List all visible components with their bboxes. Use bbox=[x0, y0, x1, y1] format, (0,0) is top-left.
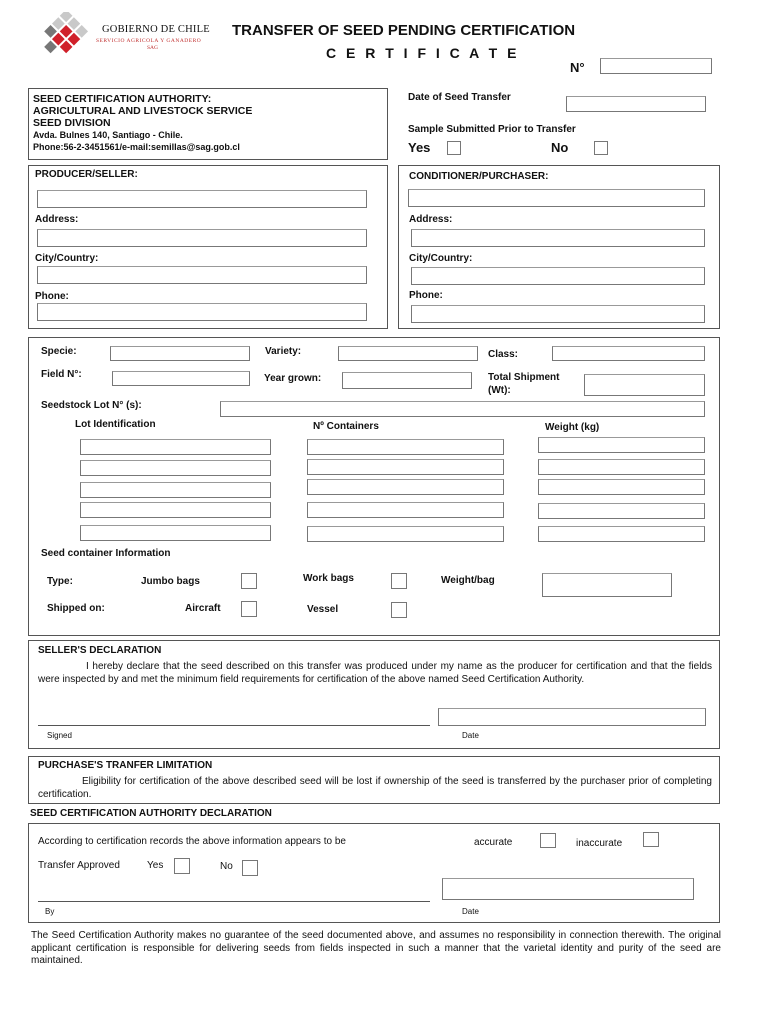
conditioner-title: CONDITIONER/PURCHASER: bbox=[409, 171, 549, 182]
approved-no-checkbox[interactable] bbox=[242, 860, 258, 876]
lot-id-field-1[interactable] bbox=[80, 439, 271, 455]
year-grown-label: Year grown: bbox=[264, 373, 322, 384]
page-subtitle: C E R T I F I C A T E bbox=[326, 45, 520, 61]
producer-name-field[interactable] bbox=[37, 190, 367, 208]
signed-line bbox=[38, 725, 430, 726]
sample-submitted-label: Sample Submitted Prior to Transfer bbox=[408, 124, 576, 135]
field-number-label: Field N°: bbox=[41, 369, 82, 380]
variety-label: Variety: bbox=[265, 346, 302, 357]
vessel-label: Vessel bbox=[307, 604, 339, 615]
seedstock-lot-field[interactable] bbox=[220, 401, 705, 417]
certificate-number-label: N° bbox=[570, 60, 585, 75]
accurate-checkbox[interactable] bbox=[540, 833, 556, 848]
weight-field-5[interactable] bbox=[538, 526, 705, 542]
seller-declaration-title: SELLER'S DECLARATION bbox=[38, 645, 162, 656]
weight-bag-label: Weight/bag bbox=[441, 575, 495, 586]
transfer-approved-label: Transfer Approved bbox=[38, 860, 120, 871]
aircraft-label: Aircraft bbox=[185, 603, 221, 614]
producer-address-field[interactable] bbox=[37, 229, 367, 247]
authority-line2: AGRICULTURAL AND LIVESTOCK SERVICE bbox=[33, 105, 253, 117]
lot-identification-header: Lot Identification bbox=[75, 419, 156, 430]
authority-address: Avda. Bulnes 140, Santiago - Chile. bbox=[33, 130, 183, 140]
field-number-field[interactable] bbox=[112, 371, 250, 386]
weight-field-2[interactable] bbox=[538, 459, 705, 475]
total-shipment-label-wt: (Wt): bbox=[488, 385, 511, 396]
producer-phone-label: Phone: bbox=[35, 291, 69, 302]
signed-label: Signed bbox=[47, 731, 72, 740]
total-shipment-label: Total Shipment bbox=[488, 372, 560, 383]
records-text: According to certification records the above information appears to be bbox=[38, 836, 346, 847]
authority-contact: Phone:56-2-3451561/e-mail:semillas@sag.gob.cl bbox=[33, 142, 240, 152]
seller-declaration-text: I hereby declare that the seed described on this transfer was produced under my name as the producer for certification and that the fields were inspected by and met the minimum field requirements for certification of the above named Seed Certification Authority. bbox=[38, 661, 712, 685]
conditioner-name-field[interactable] bbox=[408, 189, 705, 207]
date-of-transfer-field[interactable] bbox=[566, 96, 706, 112]
variety-field[interactable] bbox=[338, 346, 478, 361]
approved-yes-checkbox[interactable] bbox=[174, 858, 190, 874]
class-label: Class: bbox=[488, 349, 519, 360]
authority-line1: SEED CERTIFICATION AUTHORITY: bbox=[33, 93, 212, 105]
containers-field-5[interactable] bbox=[307, 526, 504, 542]
containers-field-2[interactable] bbox=[307, 459, 504, 475]
sample-yes-label: Yes bbox=[408, 140, 431, 155]
seller-declaration-box bbox=[28, 640, 720, 749]
producer-city-field[interactable] bbox=[37, 266, 367, 284]
vessel-checkbox[interactable] bbox=[391, 602, 407, 618]
logo-subtitle: SERVICIO AGRICOLA Y GANADERO bbox=[96, 38, 202, 44]
aircraft-checkbox[interactable] bbox=[241, 601, 257, 617]
date-of-transfer-label: Date of Seed Transfer bbox=[408, 92, 511, 103]
conditioner-city-field[interactable] bbox=[411, 267, 705, 285]
by-label: By bbox=[45, 907, 55, 916]
producer-phone-field[interactable] bbox=[37, 303, 367, 321]
by-line bbox=[38, 901, 430, 902]
seedstock-lot-label: Seedstock Lot N° (s): bbox=[41, 400, 142, 411]
containers-header: Nº Containers bbox=[313, 421, 379, 432]
sample-no-checkbox[interactable] bbox=[594, 141, 608, 155]
inaccurate-label: inaccurate bbox=[576, 838, 623, 849]
sag-logo bbox=[28, 12, 100, 62]
conditioner-address-field[interactable] bbox=[411, 229, 705, 247]
authority-date-field[interactable] bbox=[442, 878, 694, 900]
weight-header: Weight (kg) bbox=[545, 422, 600, 433]
logo-sag: SAG bbox=[147, 45, 159, 51]
purchase-limitation-text: Eligibility for certification of the above described seed will be lost if ownership of the seed is transferred by the purchaser prior of completing certification. bbox=[38, 776, 712, 800]
logo-diamonds-icon bbox=[28, 12, 100, 62]
specie-field[interactable] bbox=[110, 346, 250, 361]
footer-disclaimer: The Seed Certification Authority makes no guarantee of the seed documented above, and assumes no responsibility in connection therewith. The original applicant certification is responsible for delivering seeds from fields inspected in such a manner that the varietal identity and purity of the seed are maintained. bbox=[31, 930, 721, 966]
logo-text: GOBIERNO DE CHILE bbox=[102, 24, 210, 35]
seller-date-label: Date bbox=[462, 731, 479, 740]
jumbo-bags-checkbox[interactable] bbox=[241, 573, 257, 589]
jumbo-bags-label: Jumbo bags bbox=[141, 576, 200, 587]
weight-bag-field[interactable] bbox=[542, 573, 672, 597]
conditioner-phone-field[interactable] bbox=[411, 305, 705, 323]
type-label: Type: bbox=[47, 576, 73, 587]
weight-field-4[interactable] bbox=[538, 503, 705, 519]
conditioner-phone-label: Phone: bbox=[409, 290, 443, 301]
container-info-label: Seed container Information bbox=[41, 548, 171, 559]
lot-id-field-2[interactable] bbox=[80, 460, 271, 476]
producer-address-label: Address: bbox=[35, 214, 79, 225]
weight-field-3[interactable] bbox=[538, 479, 705, 495]
conditioner-city-label: City/Country: bbox=[409, 253, 473, 264]
shipped-on-label: Shipped on: bbox=[47, 603, 105, 614]
authority-line3: SEED DIVISION bbox=[33, 117, 111, 129]
seller-date-field[interactable] bbox=[438, 708, 706, 726]
approved-no-label: No bbox=[220, 861, 233, 872]
authority-date-label: Date bbox=[462, 907, 479, 916]
sample-yes-checkbox[interactable] bbox=[447, 141, 461, 155]
accurate-label: accurate bbox=[474, 837, 513, 848]
producer-title: PRODUCER/SELLER: bbox=[35, 169, 138, 180]
approved-yes-label: Yes bbox=[147, 860, 164, 871]
lot-id-field-5[interactable] bbox=[80, 525, 271, 541]
containers-field-3[interactable] bbox=[307, 479, 504, 495]
class-field[interactable] bbox=[552, 346, 705, 361]
sample-no-label: No bbox=[551, 140, 569, 155]
lot-id-field-4[interactable] bbox=[80, 502, 271, 518]
total-shipment-field[interactable] bbox=[584, 374, 705, 396]
containers-field-1[interactable] bbox=[307, 439, 504, 455]
page-title: TRANSFER OF SEED PENDING CERTIFICATION bbox=[232, 22, 576, 39]
work-bags-checkbox[interactable] bbox=[391, 573, 407, 589]
producer-city-label: City/Country: bbox=[35, 253, 99, 264]
work-bags-label: Work bags bbox=[303, 573, 354, 584]
purchase-limitation-title: PURCHASE'S TRANFER LIMITATION bbox=[38, 760, 213, 771]
specie-label: Specie: bbox=[41, 346, 77, 357]
certificate-number-field[interactable] bbox=[600, 58, 712, 74]
inaccurate-checkbox[interactable] bbox=[643, 832, 659, 847]
containers-field-4[interactable] bbox=[307, 502, 504, 518]
lot-id-field-3[interactable] bbox=[80, 482, 271, 498]
year-grown-field[interactable] bbox=[342, 372, 472, 389]
weight-field-1[interactable] bbox=[538, 437, 705, 453]
conditioner-address-label: Address: bbox=[409, 214, 453, 225]
authority-declaration-title: SEED CERTIFICATION AUTHORITY DECLARATION bbox=[30, 808, 272, 819]
